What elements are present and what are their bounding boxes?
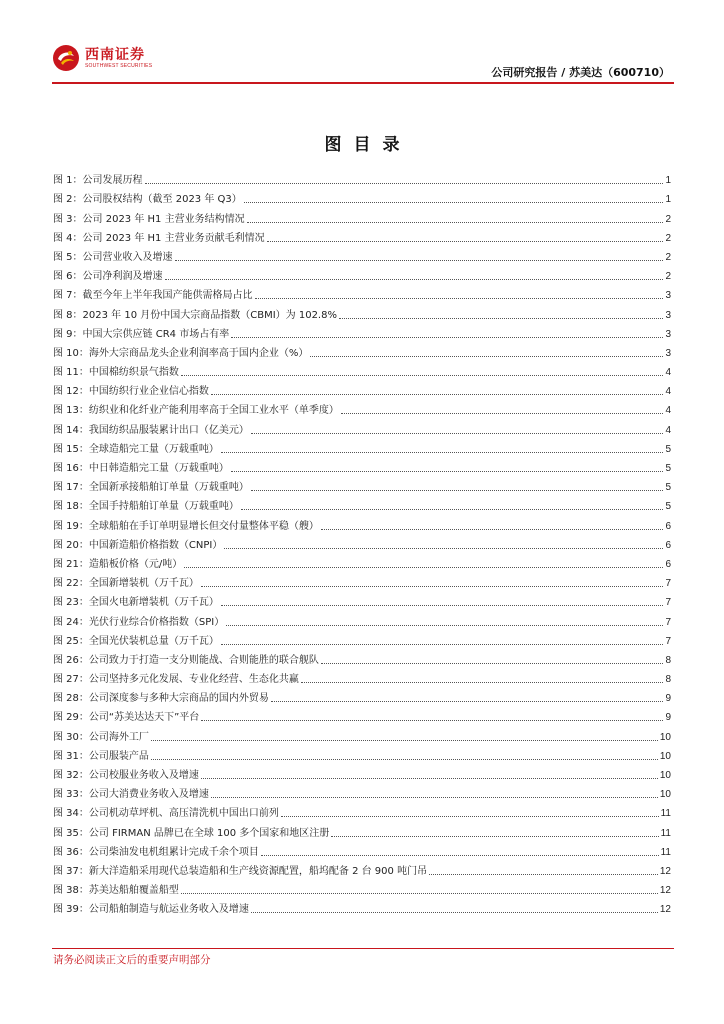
toc-entry-page-number[interactable]: 9 <box>665 693 671 705</box>
toc-entry-label[interactable]: 图 7：截至今年上半年我国产能供需格局占比 <box>53 290 253 302</box>
toc-entry-page-number[interactable]: 9 <box>665 712 671 724</box>
toc-entry-page-number[interactable]: 11 <box>660 846 671 858</box>
toc-entry-page-number[interactable]: 11 <box>660 808 671 820</box>
toc-entry-label[interactable]: 图 35：公司 FIRMAN 品牌已在全球 100 多个国家和地区注册 <box>53 827 330 839</box>
toc-entry[interactable] <box>53 840 671 859</box>
toc-leader-dots <box>247 222 664 223</box>
toc-entry-label[interactable]: 图 9：中国大宗供应链 CR4 市场占有率 <box>53 328 230 340</box>
toc-entry-page-number[interactable]: 4 <box>665 405 671 417</box>
toc-entry-label[interactable]: 图 34：公司机动草坪机、高压清洗机中国出口前列 <box>53 808 279 820</box>
toc-entry-page-number[interactable]: 2 <box>665 251 671 263</box>
toc-entry-label[interactable]: 图 5：公司营业收入及增速 <box>53 251 173 263</box>
toc-entry-label[interactable]: 图 33：公司大消费业务收入及增速 <box>53 789 209 801</box>
toc-entry[interactable] <box>53 667 671 686</box>
toc-leader-dots <box>271 701 664 702</box>
toc-entry[interactable] <box>53 724 671 743</box>
toc-entry-page-number[interactable]: 5 <box>665 443 671 455</box>
toc-entry-label[interactable]: 图 30：公司海外工厂 <box>53 731 149 743</box>
toc-entry-label[interactable]: 图 4：公司 2023 年 H1 主营业务贡献毛利情况 <box>53 232 265 244</box>
toc-entry-page-number[interactable]: 7 <box>665 616 671 628</box>
toc-entry-label[interactable]: 图 16：中日韩造船完工量（万载重吨） <box>53 463 229 474</box>
figure-toc-list <box>53 168 671 916</box>
toc-entry[interactable] <box>53 859 671 878</box>
toc-entry-label[interactable]: 图 38：苏美达船舶覆盖船型 <box>53 885 179 897</box>
toc-leader-dots <box>251 912 658 913</box>
toc-entry-page-number[interactable]: 7 <box>665 597 671 609</box>
toc-entry-page-number[interactable]: 1 <box>665 175 671 187</box>
header-divider <box>52 82 674 84</box>
toc-entry-page-number[interactable]: 7 <box>665 578 671 590</box>
toc-entry[interactable] <box>53 264 671 283</box>
toc-leader-dots <box>301 682 664 683</box>
toc-entry-label[interactable]: 图 20：中国新造船价格指数（CNPI） <box>53 539 223 551</box>
toc-leader-dots <box>224 548 663 549</box>
toc-entry[interactable] <box>53 820 671 839</box>
toc-leader-dots <box>151 740 658 741</box>
toc-entry[interactable] <box>53 302 671 321</box>
toc-entry[interactable] <box>53 341 671 360</box>
page-header <box>52 40 674 84</box>
toc-entry[interactable] <box>53 648 671 667</box>
toc-entry-label[interactable]: 图 17：全国新承接船舶订单量（万载重吨） <box>53 482 249 494</box>
toc-entry[interactable] <box>53 417 671 436</box>
toc-entry-label[interactable]: 图 26：公司致力于打造一支分则能战、合则能胜的联合舰队 <box>53 654 319 666</box>
toc-leader-dots <box>221 644 664 645</box>
toc-entry-label[interactable]: 图 37：新大洋造船采用现代总装造船和生产线资源配置，船坞配备 2 台 900 吨门吊 <box>53 865 428 877</box>
toc-leader-dots <box>201 720 663 721</box>
toc-entry-page-number[interactable]: 4 <box>665 424 671 436</box>
footer-divider <box>52 948 674 949</box>
toc-leader-dots <box>181 893 658 894</box>
toc-leader-dots <box>165 279 664 280</box>
toc-entry-label[interactable]: 图 12：中国纺织行业企业信心指数 <box>53 386 209 398</box>
toc-entry-label[interactable]: 图 3：公司 2023 年 H1 主营业务结构情况 <box>53 213 245 225</box>
toc-entry-label[interactable]: 图 2：公司股权结构（截至 2023 年 Q3） <box>53 194 242 206</box>
toc-entry-label[interactable]: 图 28：公司深度参与多种大宗商品的国内外贸易 <box>53 693 269 705</box>
toc-entry-page-number[interactable]: 10 <box>659 770 671 781</box>
toc-entry-page-number[interactable]: 3 <box>665 290 671 302</box>
toc-entry-page-number[interactable]: 12 <box>659 885 671 897</box>
toc-leader-dots <box>267 241 664 242</box>
toc-entry-page-number[interactable]: 4 <box>665 367 671 379</box>
toc-entry[interactable] <box>53 379 671 398</box>
toc-entry-page-number[interactable]: 5 <box>665 463 671 474</box>
company-logo <box>52 44 152 72</box>
toc-entry[interactable] <box>53 513 671 532</box>
toc-entry-page-number[interactable]: 11 <box>660 827 671 839</box>
toc-leader-dots <box>231 337 663 338</box>
toc-leader-dots <box>201 778 658 779</box>
toc-entry[interactable] <box>53 763 671 782</box>
toc-entry[interactable] <box>53 494 671 513</box>
toc-leader-dots <box>181 375 664 376</box>
toc-entry-page-number[interactable]: 12 <box>659 904 671 916</box>
toc-entry-label[interactable]: 图 19：全球船舶在手订单明显增长但交付量整体平稳（艘） <box>53 520 319 532</box>
toc-entry[interactable] <box>53 705 671 724</box>
toc-entry-page-number[interactable]: 6 <box>665 520 671 532</box>
toc-leader-dots <box>221 452 664 453</box>
toc-leader-dots <box>145 183 664 184</box>
toc-entry-label[interactable]: 图 31：公司服装产品 <box>53 750 149 762</box>
toc-leader-dots <box>175 260 664 261</box>
toc-entry[interactable] <box>53 533 671 552</box>
toc-leader-dots <box>211 394 664 395</box>
toc-entry[interactable] <box>53 322 671 341</box>
toc-entry[interactable] <box>53 206 671 225</box>
toc-entry-label[interactable]: 图 39：公司船舶制造与航运业务收入及增速 <box>53 904 249 916</box>
toc-entry[interactable] <box>53 360 671 379</box>
toc-entry-label[interactable]: 图 6：公司净利润及增速 <box>53 271 163 283</box>
toc-leader-dots <box>251 433 664 434</box>
toc-entry[interactable] <box>53 456 671 475</box>
toc-entry-label[interactable]: 图 27：公司坚持多元化发展、专业化经营、生态化共赢 <box>53 674 299 686</box>
toc-entry-label[interactable]: 图 11：中国棉纺织景气指数 <box>53 367 179 379</box>
toc-entry[interactable] <box>53 283 671 302</box>
toc-leader-dots <box>221 605 664 606</box>
toc-leader-dots <box>310 356 663 357</box>
toc-entry[interactable] <box>53 552 671 571</box>
logo-chinese-name: 西南证券 <box>85 46 145 63</box>
toc-entry-label[interactable]: 图 25：全国光伏装机总量（万千瓦） <box>53 635 219 647</box>
toc-entry[interactable] <box>53 187 671 206</box>
page-title: 图目录 <box>324 135 412 155</box>
toc-entry-page-number[interactable]: 2 <box>665 271 671 283</box>
toc-entry[interactable] <box>53 590 671 609</box>
toc-entry-page-number[interactable]: 2 <box>665 232 671 244</box>
toc-entry[interactable] <box>53 744 671 763</box>
toc-entry-page-number[interactable]: 3 <box>665 328 671 340</box>
toc-entry-page-number[interactable]: 1 <box>665 194 671 206</box>
toc-entry-label[interactable]: 图 18：全国手持船舶订单量（万载重吨） <box>53 501 239 513</box>
toc-leader-dots <box>321 529 664 530</box>
toc-entry-page-number[interactable]: 10 <box>659 750 671 762</box>
toc-entry[interactable] <box>53 782 671 801</box>
toc-leader-dots <box>231 471 664 472</box>
toc-leader-dots <box>255 298 664 299</box>
toc-entry-page-number[interactable]: 8 <box>665 654 671 666</box>
toc-leader-dots <box>261 855 659 856</box>
toc-entry[interactable] <box>53 398 671 417</box>
toc-entry-label[interactable]: 图 36：公司柴油发电机组累计完成千余个项目 <box>53 846 259 858</box>
toc-entry[interactable] <box>53 245 671 264</box>
toc-entry-page-number[interactable]: 6 <box>665 558 671 570</box>
toc-leader-dots <box>151 759 658 760</box>
toc-entry-label[interactable]: 图 1：公司发展历程 <box>53 175 143 187</box>
toc-entry-page-number[interactable]: 6 <box>665 539 671 551</box>
toc-entry[interactable] <box>53 878 671 897</box>
toc-entry-page-number[interactable]: 8 <box>665 674 671 686</box>
logo-icon <box>52 44 80 72</box>
disclaimer-note: 请务必阅读正文后的重要声明部分 <box>53 954 211 966</box>
toc-entry-page-number[interactable]: 10 <box>659 789 671 801</box>
toc-entry-label[interactable]: 图 21：造船板价格（元/吨） <box>53 558 183 570</box>
toc-leader-dots <box>211 797 658 798</box>
toc-entry-page-number[interactable]: 2 <box>665 213 671 225</box>
toc-entry-label[interactable]: 图 22：全国新增装机（万千瓦） <box>53 578 199 590</box>
toc-leader-dots <box>339 318 663 319</box>
toc-entry-page-number[interactable]: 12 <box>659 865 671 877</box>
toc-leader-dots <box>184 567 663 568</box>
toc-entry-label[interactable]: 图 14：我国纺织品服装累计出口（亿美元） <box>53 424 249 436</box>
toc-entry-label[interactable]: 图 29：公司“苏美达达天下”平台 <box>53 712 200 724</box>
toc-leader-dots <box>251 490 664 491</box>
toc-leader-dots <box>281 816 659 817</box>
toc-entry[interactable] <box>53 629 671 648</box>
toc-leader-dots <box>226 625 663 626</box>
toc-leader-dots <box>321 663 664 664</box>
toc-entry-label[interactable]: 图 24：光伏行业综合价格指数（SPI） <box>53 616 225 628</box>
toc-entry-page-number[interactable]: 5 <box>665 501 671 513</box>
toc-entry-page-number[interactable]: 5 <box>665 482 671 494</box>
toc-entry-page-number[interactable]: 10 <box>659 731 671 743</box>
logo-english-name: SOUTHWEST SECURITIES <box>85 62 153 69</box>
toc-entry[interactable] <box>53 226 671 245</box>
toc-entry-page-number[interactable]: 3 <box>665 309 671 321</box>
toc-leader-dots <box>244 202 664 203</box>
toc-entry-label[interactable]: 图 32：公司校服业务收入及增速 <box>53 770 199 781</box>
toc-leader-dots <box>341 413 664 414</box>
toc-entry-label[interactable]: 图 15：全球造船完工量（万载重吨） <box>53 443 219 455</box>
toc-entry[interactable] <box>53 475 671 494</box>
toc-entry[interactable] <box>53 801 671 820</box>
toc-entry-label[interactable]: 图 23：全国火电新增装机（万千瓦） <box>53 597 219 609</box>
toc-entry-label[interactable]: 图 10：海外大宗商品龙头企业利润率高于国内企业（%） <box>53 347 309 359</box>
toc-entry-label[interactable]: 图 8：2023 年 10 月份中国大宗商品指数（CBMI）为 102.8% <box>53 309 337 321</box>
toc-entry[interactable] <box>53 609 671 628</box>
toc-entry[interactable] <box>53 437 671 456</box>
toc-entry-page-number[interactable]: 4 <box>665 386 671 398</box>
toc-leader-dots <box>429 874 658 875</box>
toc-entry[interactable] <box>53 168 671 187</box>
toc-entry-label[interactable]: 图 13：纺织业和化纤业产能利用率高于全国工业水平（单季度） <box>53 405 339 417</box>
toc-leader-dots <box>201 586 664 587</box>
toc-entry-page-number[interactable]: 7 <box>665 635 671 647</box>
report-title: 公司研究报告 / 苏美达（600710） <box>491 66 670 79</box>
toc-entry[interactable] <box>53 686 671 705</box>
toc-entry[interactable] <box>53 571 671 590</box>
toc-leader-dots <box>331 836 658 837</box>
toc-entry[interactable] <box>53 897 671 916</box>
toc-entry-page-number[interactable]: 3 <box>665 347 671 359</box>
toc-leader-dots <box>241 509 664 510</box>
